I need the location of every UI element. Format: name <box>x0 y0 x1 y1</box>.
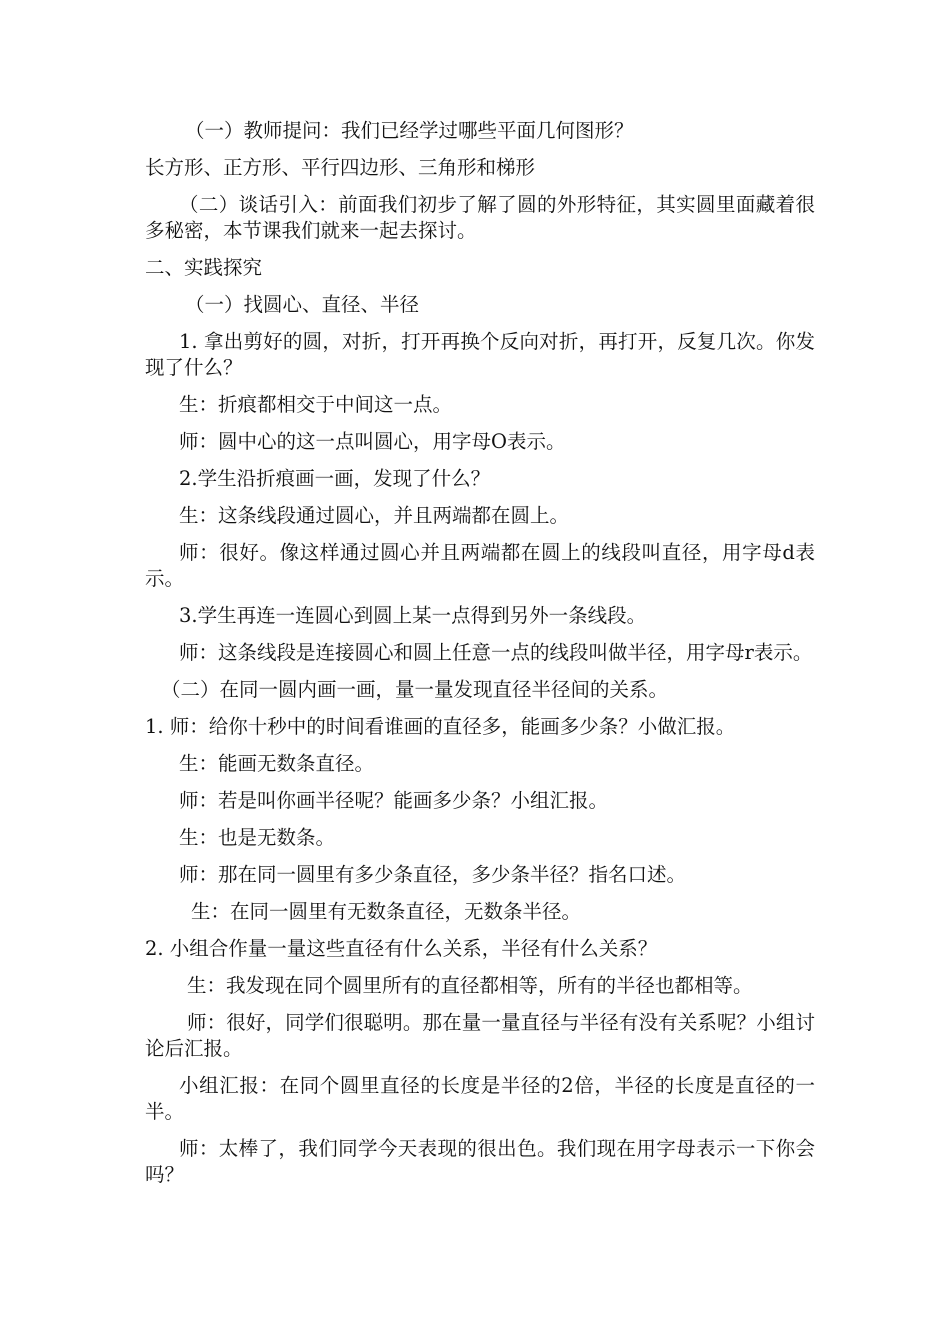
paragraph-student-3: 生：能画无数条直径。 <box>179 752 375 775</box>
paragraph-teacher-4: 师：若是叫你画半径呢？能画多少条？小组汇报。 <box>179 789 609 812</box>
paragraph-teacher-question: （一）教师提问：我们已经学过哪些平面几何图形？ <box>185 119 634 142</box>
section-heading-practice: 二、实践探究 <box>145 256 263 279</box>
paragraph-task-1: 1. 师：给你十秒中的时间看谁画的直径多，能画多少条？小做汇报。 <box>145 715 736 738</box>
paragraph-step-1: 1. 拿出剪好的圆，对折，打开再换个反向对折，再打开，反复几次。你发现了什么？ <box>145 330 815 379</box>
paragraph-student-2: 生：这条线段通过圆心，并且两端都在圆上。 <box>179 504 570 527</box>
paragraph-teacher-6: 师：很好，同学们很聪明。那在量一量直径与半径有没有关系呢？小组讨论后汇报。 <box>145 1011 815 1060</box>
paragraph-group-report: 小组汇报：在同个圆里直径的长度是半径的2倍，半径的长度是直径的一半。 <box>145 1074 815 1123</box>
paragraph-student-6: 生：我发现在同个圆里所有的直径都相等，所有的半径也都相等。 <box>187 974 753 997</box>
paragraph-introduction: （二）谈话引入：前面我们初步了解了圆的外形特征，其实圆里面藏着很多秘密，本节课我们就来一起去探讨。 <box>145 193 815 242</box>
paragraph-teacher-2: 师：很好。像这样通过圆心并且两端都在圆上的线段叫直径，用字母d表示。 <box>145 541 815 590</box>
paragraph-teacher-7: 师：太棒了，我们同学今天表现的很出色。我们现在用字母表示一下你会吗？ <box>145 1137 815 1186</box>
paragraph-task-2: 2. 小组合作量一量这些直径有什么关系，半径有什么关系？ <box>145 937 658 960</box>
subsection-heading-find-center: （一）找圆心、直径、半径 <box>185 293 420 316</box>
paragraph-student-5: 生：在同一圆里有无数条直径，无数条半径。 <box>191 900 582 923</box>
paragraph-student-4: 生：也是无数条。 <box>179 826 336 849</box>
paragraph-step-3: 3.学生再连一连圆心到圆上某一点得到另外一条线段。 <box>179 604 647 627</box>
paragraph-student-1: 生：折痕都相交于中间这一点。 <box>179 393 453 416</box>
paragraph-step-2: 2.学生沿折痕画一画，发现了什么？ <box>179 467 491 490</box>
paragraph-shapes-answer: 长方形、正方形、平行四边形、三角形和梯形 <box>145 156 536 179</box>
paragraph-teacher-3: 师：这条线段是连接圆心和圆上任意一点的线段叫做半径，用字母r表示。 <box>179 641 813 664</box>
paragraph-teacher-1: 师：圆中心的这一点叫圆心，用字母O表示。 <box>179 430 566 453</box>
document-body <box>145 118 815 1199</box>
paragraph-teacher-5: 师：那在同一圆里有多少条直径，多少条半径？指名口述。 <box>179 863 687 886</box>
subsection-heading-draw-measure: （二）在同一圆内画一画，量一量发现直径半径间的关系。 <box>161 678 669 701</box>
